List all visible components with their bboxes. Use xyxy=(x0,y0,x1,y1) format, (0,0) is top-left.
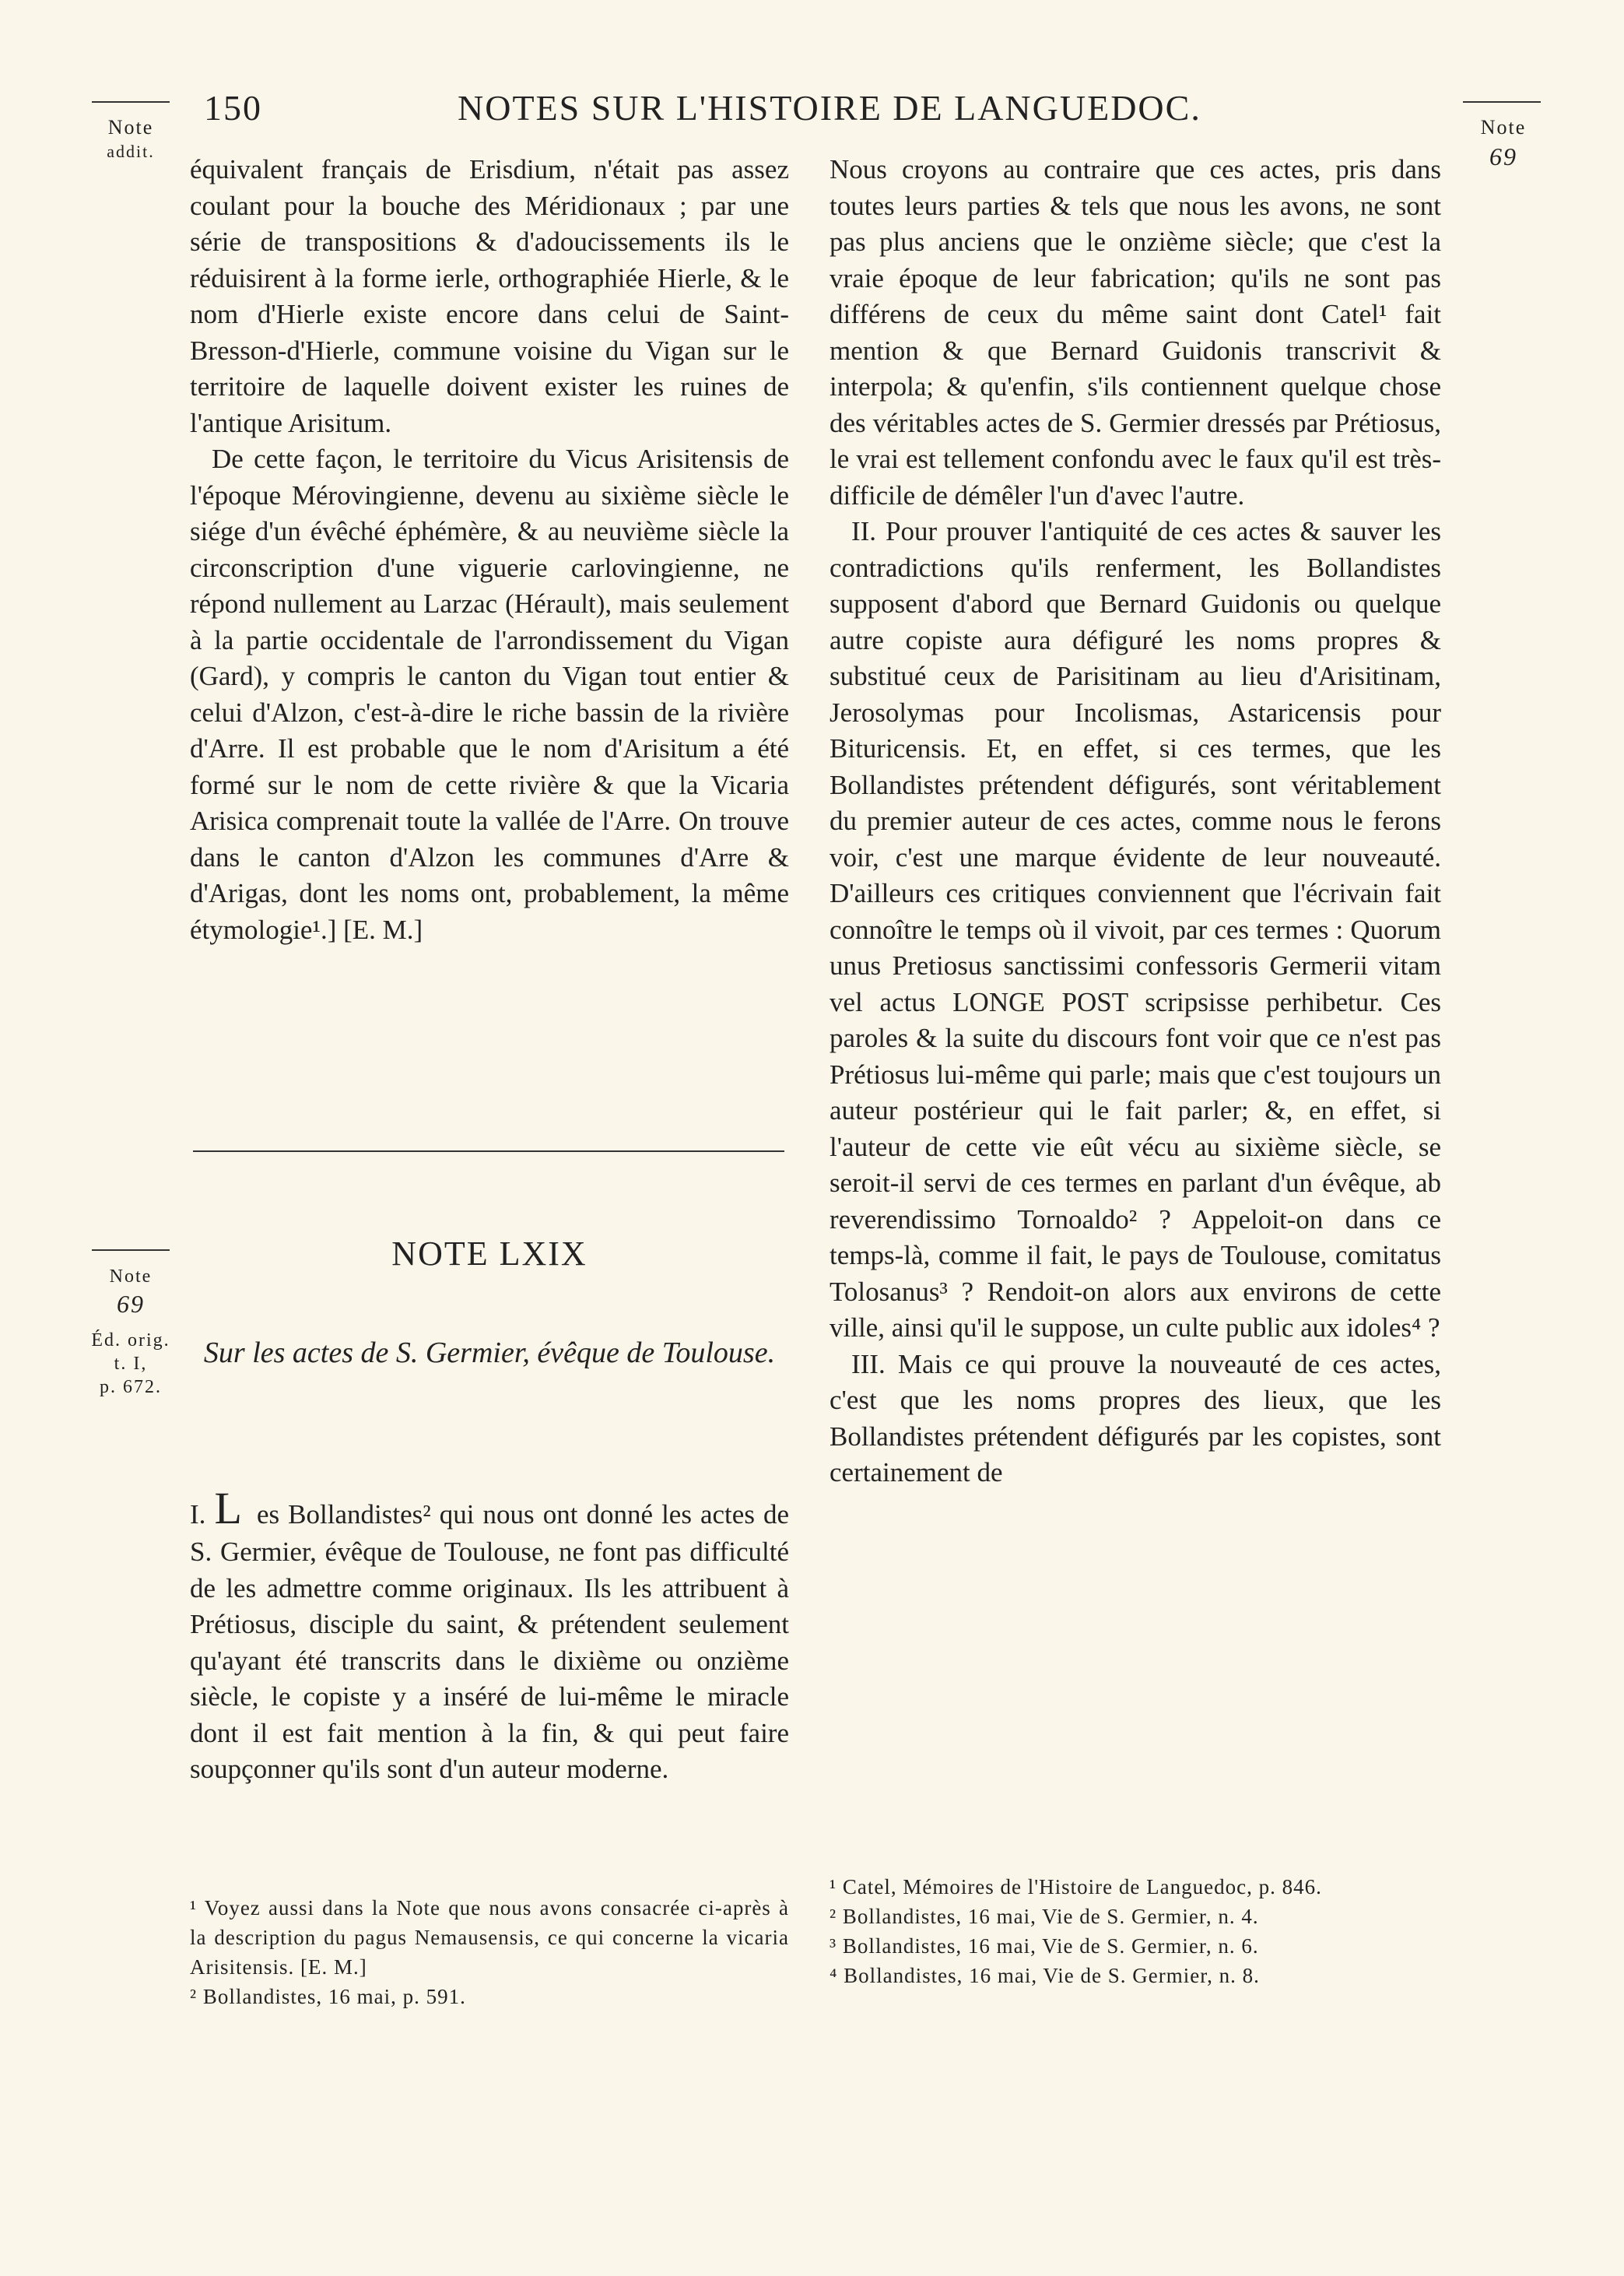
paragraph: équivalent français de Erisdium, n'était pas assez coulant pour la bouche des Méridionaux ; par une série de transpositions & d'adoucissements ils le réduisirent à la forme ierle, orthographiée Hierle, & le nom d'Hierle existe encore dans celui de Saint-Bresson-d'Hierle, commune voisine du Vigan sur le territoire de laquelle doivent exister les ruines de l'antique Arisitum. xyxy=(190,154,789,438)
right-column xyxy=(830,152,1441,1491)
margin-rule-right-top xyxy=(1463,101,1541,103)
margin-label-line: addit. xyxy=(107,141,155,161)
paragraph: III. Mais ce qui prouve la nouveauté de ces actes, c'est que les noms propres des lieux, que les Bollandistes prétendent défigurés par les copistes, sont certainement de xyxy=(830,1348,1441,1487)
footnote: ² Bollandistes, 16 mai, Vie de S. Germier, n. 4. xyxy=(830,1905,1259,1928)
footnote: ¹ Voyez aussi dans la Note que nous avons consacrée ci-après à la description du pagus Nemausensis, ce qui concerne la vicaria Arisitensis. [E. M.] xyxy=(190,1896,789,1979)
page-number: 150 xyxy=(204,88,262,128)
paragraph: De cette façon, le territoire du Vicus Arisitensis de l'époque Mérovingienne, devenu au sixième siècle le siége d'un évêché éphémère, & au neuvième siècle la circonscription d'une viguerie carlovingienne, ne répond nullement au Larzac (Hérault), mais seulement à la partie occidentale de l'arrondissement du Vigan (Gard), y compris le canton du Vigan tout entier & celui d'Alzon, c'est-à-dire le riche bassin de la rivière d'Arre. Il est probable que le nom d'Arisitum a été formé sur le nom de cette rivière & que la Vicaria Arisica comprenait toute la vallée de l'Arre. On trouve dans le canton d'Alzon les communes d'Arre & d'Arigas, dont les noms ont, probablement, la même étymologie¹.] [E. M.] xyxy=(190,444,789,945)
margin-label-line: 69 xyxy=(1489,142,1517,170)
footnote: ⁴ Bollandistes, 16 mai, Vie de S. Germier, n. 8. xyxy=(830,1964,1260,1987)
paragraph xyxy=(190,1483,789,1788)
paragraph: II. Pour prouver l'antiquité de ces actes & sauver les contradictions qu'ils renferment, les Bollandistes supposent d'abord que Bernard Guidonis ou quelque autre copiste aura défiguré les noms propres & substitué ceux de Parisitinam au lieu d'Arisitinam, Jerosolymas pour Incolismas, Astaricensis pour Bituricensis. Et, en effet, si ces termes, que les Bollandistes prétendent défigurés, sont véritablement du premier auteur de ces actes, comme nous le ferons voir, c'est une marque évidente de leur nouveauté. D'ailleurs ces critiques conviennent que l'écrivain fait connoître le temps où il vivoit, par ces termes : Quorum unus Pretiosus sanctissimi confessoris Germerii vitam vel actus LONGE POST scripsisse perhibetur. Ces paroles & la suite du discours font voir que ce n'est pas Prétiosus lui-même qui parle; mais que c'est toujours un auteur postérieur qui le fait parler; &, en effet, si l'auteur de cette vie eût vécu au sixième siècle, se seroit-il servi de ces termes en parlant d'un évêque, ab reverendissimo Tornoaldo² ? Appeloit-on dans ce temps-là, comme il fait, le pays de Toulouse, comitatus Tolosanus³ ? Rendoit-on alors aux environs de cette ville, ainsi qu'il le suppose, un culte public aux idoles⁴ ? xyxy=(830,516,1441,1343)
note-body xyxy=(190,1483,789,1788)
section-numeral: I. xyxy=(190,1499,206,1530)
margin-label-line: t. I, xyxy=(114,1354,148,1374)
margin-label-line: Note xyxy=(109,1266,153,1287)
margin-rule-left-top xyxy=(92,101,170,103)
margin-label-line: Note xyxy=(107,116,154,139)
footnote: ² Bollandistes, 16 mai, p. 591. xyxy=(190,1985,466,2008)
margin-label-line: p. 672. xyxy=(100,1377,162,1397)
footnote: ³ Bollandistes, 16 mai, Vie de S. Germier, n. 6. xyxy=(830,1934,1259,1958)
margin-note-69-left xyxy=(78,1265,184,1399)
margin-label-line: Éd. orig. xyxy=(91,1330,170,1350)
right-footnotes xyxy=(830,1872,1441,1990)
left-column xyxy=(190,152,789,948)
left-footnotes xyxy=(190,1893,789,2011)
note-title: NOTE LXIX xyxy=(391,1235,588,1273)
paragraph-text: es Bollandistes² qui nous ont donné les actes de S. Germier, évêque de Toulouse, ne font pas difficulté de les admettre comme originaux. Ils les attribuent à Prétiosus, disciple du saint, & prétendent seulement qu'ayant été transcrits dans le dixième ou onzième siècle, le copiste y a inséré de lui-même le miracle dont il est fait mention à la fin, & qui peut faire soupçonner qu'ils sont d'un auteur moderne. xyxy=(190,1499,790,1784)
section-divider xyxy=(193,1150,784,1152)
note-subtitle: Sur les actes de S. Germier, évêque de Toulouse. xyxy=(203,1336,776,1369)
paragraph: Nous croyons au contraire que ces actes, pris dans toutes leurs parties & tels que nous les avons, ne sont pas plus anciens que le onzième siècle; que c'est la vraie époque de leur fabrication; qu'ils ne sont pas différens de ceux du même saint dont Catel¹ fait mention & que Bernard Guidonis transcrivit & interpola; & qu'enfin, s'ils contiennent quelque chose des véritables actes de S. Germier dressés par Prétiosus, le vrai est tellement confondu avec le faux qu'il est très-difficile de démêler l'un d'avec l'autre. xyxy=(830,154,1441,511)
margin-note-69-right xyxy=(1457,115,1550,172)
footnote: ¹ Catel, Mémoires de l'Histoire de Languedoc, p. 846. xyxy=(830,1875,1322,1898)
margin-rule-left-mid xyxy=(92,1249,170,1251)
margin-label-line: Note xyxy=(1480,116,1527,139)
margin-note-addit xyxy=(84,115,177,162)
drop-cap: L xyxy=(214,1483,242,1533)
running-title: NOTES SUR L'HISTOIRE DE LANGUEDOC. xyxy=(458,88,1201,128)
margin-label-line: 69 xyxy=(117,1290,145,1318)
